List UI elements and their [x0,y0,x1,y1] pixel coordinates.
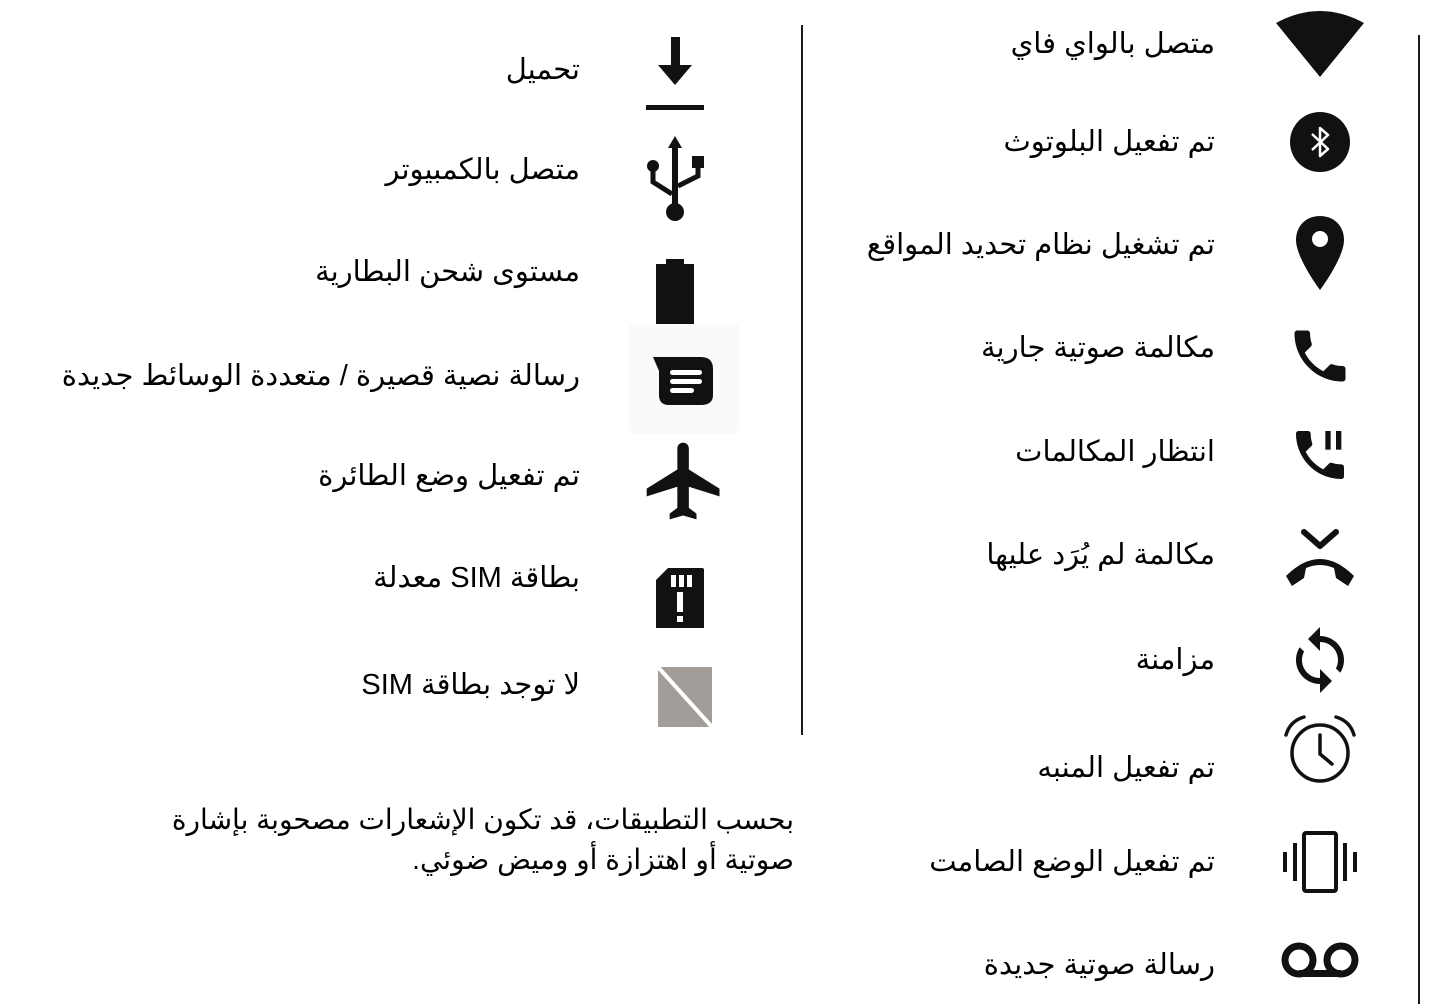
status-label: تم تشغيل نظام تحديد المواقع [866,228,1215,261]
status-item-download [0,30,760,110]
bluetooth-icon [1280,102,1360,182]
missed-call-icon [1275,515,1365,595]
status-label: مكالمة لم يُرَد عليها [986,538,1215,571]
status-item-call-waiting [820,412,1380,492]
usb-icon [630,130,720,225]
status-item-wifi [820,4,1380,84]
status-label: بطاقة SIM معدلة [373,561,580,594]
wifi-icon [1275,4,1365,84]
status-item-vibrate [820,822,1380,902]
phone-call-icon [1280,308,1360,403]
status-item-bluetooth [820,102,1380,182]
status-item-usb [0,130,760,210]
status-label: لا توجد بطاقة SIM [361,668,580,701]
status-item-sim-modified [0,538,760,618]
status-label: انتظار المكالمات [1015,435,1215,468]
right-edge-line [1418,35,1420,1004]
status-label: متصل بالواي فاي [1010,27,1215,60]
notification-note [20,800,794,880]
alarm-clock-icon [1275,710,1365,790]
status-item-message [0,336,760,416]
status-item-battery [0,232,760,312]
download-icon [630,30,720,120]
voicemail-icon [1275,925,1365,995]
note-line-2: صوتية أو اهتزازة أو وميض ضوئي. [412,844,794,875]
status-item-no-sim [0,645,760,725]
status-label: مستوى شحن البطارية [315,255,580,288]
status-label: تم تفعيل وضع الطائرة [318,459,580,492]
status-label: مكالمة صوتية جارية [980,331,1215,364]
vibrate-mode-icon [1275,822,1365,902]
status-item-voicemail [820,925,1380,1005]
status-label: رسالة نصية قصيرة / متعددة الوسائط جديدة [61,359,580,392]
column-divider [801,25,803,735]
status-item-call [820,308,1380,388]
status-item-sync [820,620,1380,700]
location-pin-icon [1280,205,1360,300]
message-icon [628,324,740,434]
no-sim-card-icon [630,657,740,737]
status-item-alarm [820,710,1380,805]
sim-card-alert-icon [630,558,730,638]
status-item-missed-call [820,515,1380,595]
status-label: رسالة صوتية جديدة [983,948,1215,981]
status-label: مزامنة [1135,643,1215,676]
status-label: تم تفعيل المنبه [1037,751,1215,784]
status-label: متصل بالكمبيوتر [385,153,580,186]
status-item-location [820,205,1380,285]
airplane-icon [630,436,740,526]
note-line-1: بحسب التطبيقات، قد تكون الإشعارات مصحوبة بإشارة [171,804,794,835]
status-label: تم تفعيل البلوتوث [1003,125,1215,158]
status-label: تم تفعيل الوضع الصامت [929,845,1215,878]
status-item-airplane [0,436,760,516]
sync-icon [1275,620,1365,700]
call-waiting-icon [1280,412,1360,497]
status-label: تحميل [505,53,580,86]
